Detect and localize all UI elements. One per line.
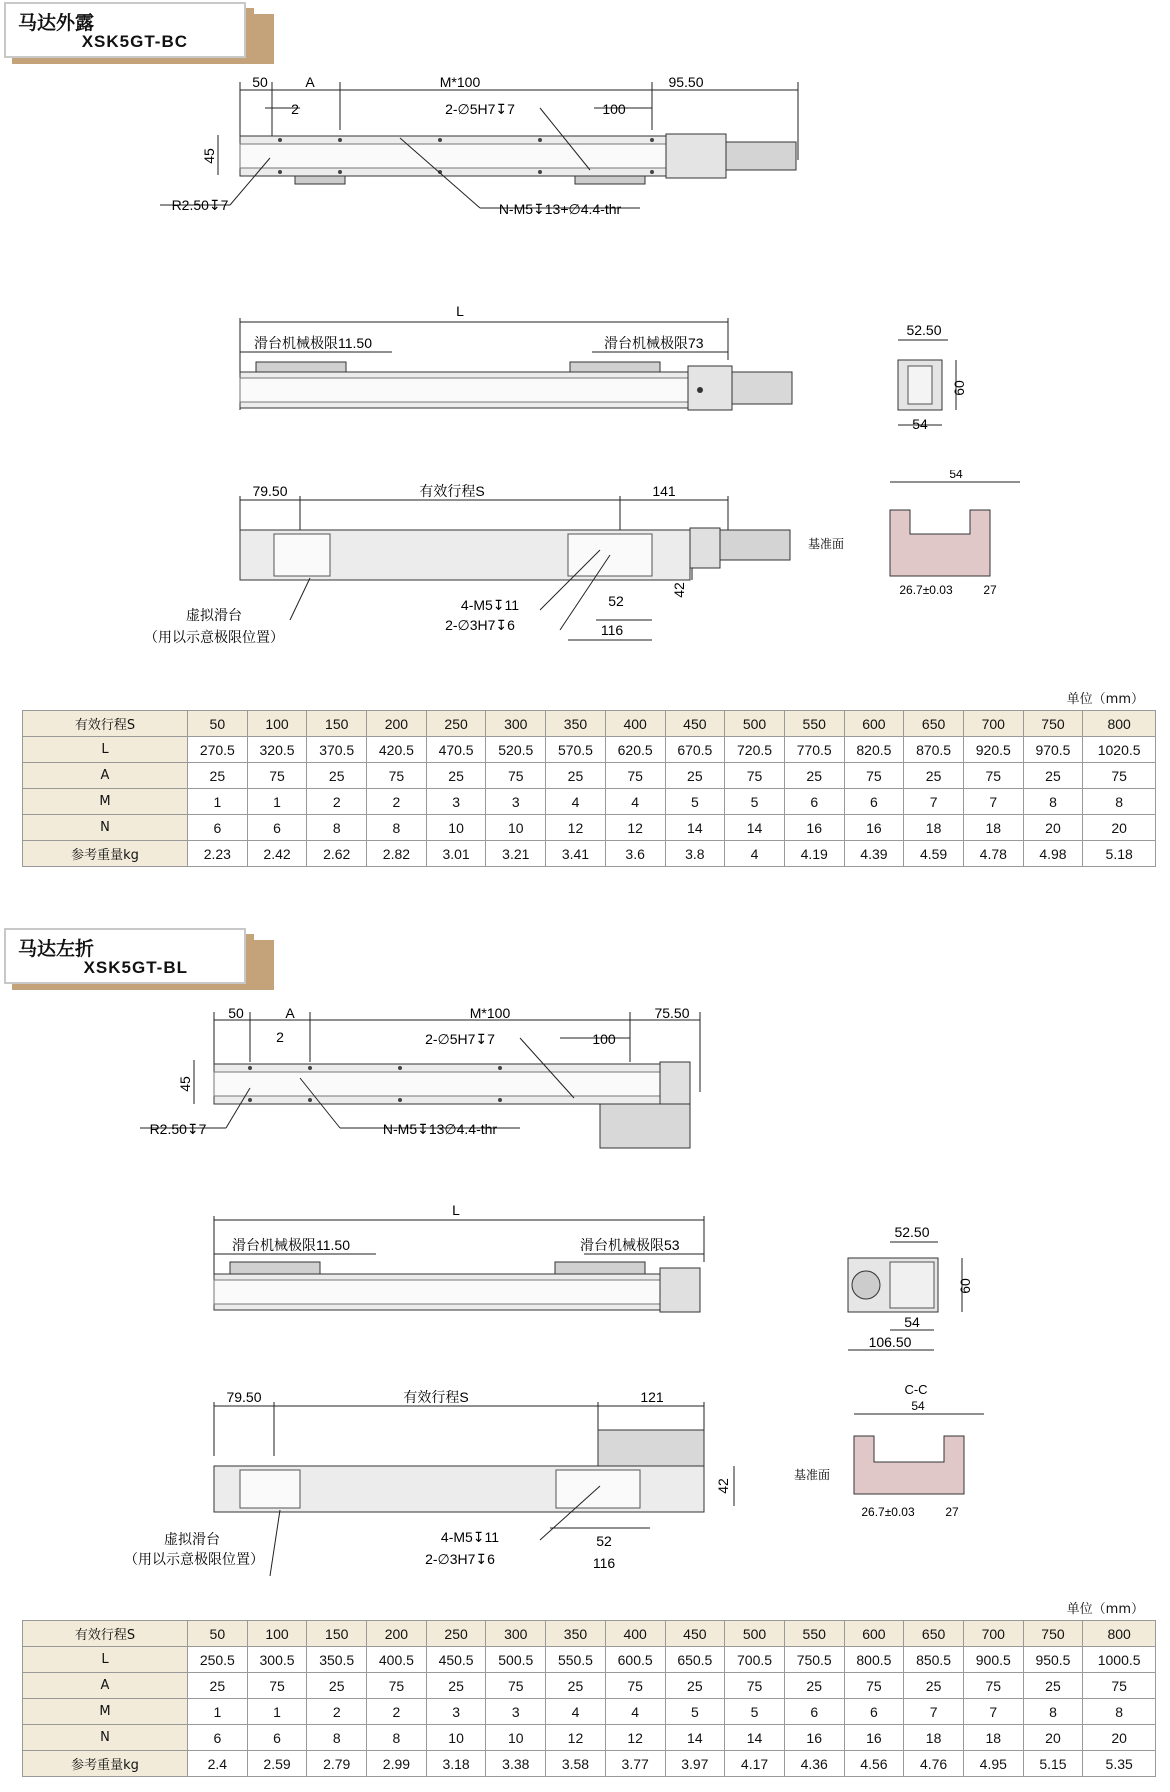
drawing-top-view	[0, 60, 1170, 230]
table-cell: 75	[844, 1673, 904, 1699]
table-cell: 8	[307, 1725, 367, 1751]
table-cell: 2	[367, 1699, 427, 1725]
dim-l: L	[456, 303, 464, 319]
table-cell: 20	[1083, 1725, 1156, 1751]
table-row	[23, 737, 1156, 763]
table-cell: 450	[665, 711, 725, 737]
table-cell: 10	[486, 1725, 546, 1751]
table-cell: 400	[605, 1621, 665, 1647]
dim-52: 52	[608, 593, 624, 609]
table-cell: 4.17	[725, 1751, 785, 1777]
table-cell: 75	[725, 1673, 785, 1699]
section-title-zh: 马达外露	[18, 12, 95, 34]
dim-116: 116	[592, 1555, 616, 1571]
virtual-slide: 虚拟滑台	[186, 607, 242, 623]
dim-42: 42	[671, 582, 687, 598]
table-cell: 550	[784, 711, 844, 737]
drawing-bottom-view	[0, 470, 1170, 670]
dim-52: 52	[596, 1533, 612, 1549]
table-cell: 14	[725, 815, 785, 841]
table-row	[23, 763, 1156, 789]
dim-5250: 52.50	[894, 1224, 930, 1240]
table-cell: 1	[188, 1699, 248, 1725]
section-title	[4, 928, 246, 984]
table-cell: 1	[188, 789, 248, 815]
dim-116: 116	[600, 622, 624, 638]
table-cell: 25	[665, 763, 725, 789]
table-cell: 350	[546, 711, 606, 737]
table-cell: 4.39	[844, 841, 904, 867]
table-cell: 3.8	[665, 841, 725, 867]
table-cell: 2.99	[367, 1751, 427, 1777]
table-cell: 650.5	[665, 1647, 725, 1673]
table-cell: 470.5	[426, 737, 486, 763]
table-cell: 25	[784, 1673, 844, 1699]
table-cell: 620.5	[605, 737, 665, 763]
dim-54: 54	[904, 1314, 920, 1330]
table-cell: 3.58	[546, 1751, 606, 1777]
unit-label: 单位（mm）	[1066, 1602, 1144, 1617]
dim-7950: 79.50	[252, 483, 288, 499]
dim-stroke: 有效行程S	[419, 483, 485, 499]
base-plane: 基准面	[807, 537, 845, 551]
table-cell: 5.18	[1083, 841, 1156, 867]
dim-nm5: N-M5↧13∅4.4-thr	[382, 1121, 498, 1137]
limit-left: 滑台机械极限11.50	[254, 335, 372, 351]
row-label: A	[23, 763, 188, 789]
table-cell: 4.59	[904, 841, 964, 867]
dim-54: 54	[912, 416, 928, 432]
table-cell: 500	[725, 1621, 785, 1647]
dim-5250: 52.50	[906, 322, 942, 338]
table-cell: 250.5	[188, 1647, 248, 1673]
table-cell: 2.62	[307, 841, 367, 867]
table-cell: 12	[546, 1725, 606, 1751]
table-cell: 3.41	[546, 841, 606, 867]
table-cell: 8	[1083, 1699, 1156, 1725]
dim-pin: 2-∅5H7↧7	[425, 1031, 495, 1047]
dim-pin3: 2-∅3H7↧6	[445, 617, 515, 633]
table-cell: 500.5	[486, 1647, 546, 1673]
table-cell: 75	[1083, 1673, 1156, 1699]
dim-60: 60	[957, 1278, 973, 1294]
dim-45: 45	[201, 148, 217, 164]
table-cell: 16	[784, 815, 844, 841]
table-cell: 1020.5	[1083, 737, 1156, 763]
table-cell: 2	[307, 1699, 367, 1725]
table-cell: 550	[784, 1621, 844, 1647]
table-cell: 75	[605, 763, 665, 789]
section-cc: C-C	[904, 1382, 928, 1397]
dim-a: A	[305, 74, 315, 90]
table-row	[23, 1699, 1156, 1725]
table-cell: 2.4	[188, 1751, 248, 1777]
table-cell: 8	[1023, 1699, 1083, 1725]
table-cell: 200	[367, 1621, 427, 1647]
table-cell: 4.76	[904, 1751, 964, 1777]
table-cell: 14	[665, 1725, 725, 1751]
table-cell: 650	[904, 711, 964, 737]
table-cell: 12	[546, 815, 606, 841]
limit-right: 滑台机械极限53	[580, 1237, 680, 1253]
table-cell: 2.82	[367, 841, 427, 867]
table-cell: 4.56	[844, 1751, 904, 1777]
table-cell: 6	[844, 789, 904, 815]
table-cell: 2.23	[188, 841, 248, 867]
table-cell: 10	[426, 1725, 486, 1751]
table-cell: 650	[904, 1621, 964, 1647]
table-cell: 400	[605, 711, 665, 737]
table-cell: 3.97	[665, 1751, 725, 1777]
table-cell: 4	[546, 1699, 606, 1725]
table-cell: 75	[486, 1673, 546, 1699]
table-cell: 12	[605, 815, 665, 841]
row-label: 有效行程S	[23, 711, 188, 737]
table-cell: 16	[784, 1725, 844, 1751]
virtual-slide: 虚拟滑台	[164, 1531, 220, 1547]
table-cell: 25	[665, 1673, 725, 1699]
table-cell: 350.5	[307, 1647, 367, 1673]
table-cell: 400.5	[367, 1647, 427, 1673]
row-label: A	[23, 1673, 188, 1699]
dim-end: 95.50	[668, 74, 704, 90]
table-cell: 1000.5	[1083, 1647, 1156, 1673]
table-cell: 3	[426, 789, 486, 815]
table-cell: 20	[1023, 1725, 1083, 1751]
dim-r250: R2.50↧7	[171, 197, 229, 213]
table-cell: 3	[486, 1699, 546, 1725]
dim-l: L	[452, 1202, 460, 1218]
virtual-slide-note: （用以示意极限位置）	[124, 1551, 264, 1567]
table-cell: 6	[784, 1699, 844, 1725]
table-cell: 8	[367, 815, 427, 841]
dim-27: 27	[945, 1505, 959, 1519]
dim-s54: 54	[949, 470, 963, 481]
table-cell: 870.5	[904, 737, 964, 763]
row-label: 参考重量kg	[23, 841, 188, 867]
dim-stroke: 有效行程S	[403, 1389, 469, 1405]
table-cell: 50	[188, 1621, 248, 1647]
table-cell: 8	[307, 815, 367, 841]
dim-42: 42	[715, 1478, 731, 1494]
table-cell: 6	[247, 1725, 307, 1751]
table-cell: 25	[1023, 1673, 1083, 1699]
table-cell: 18	[963, 1725, 1023, 1751]
table-row	[23, 1725, 1156, 1751]
table-cell: 100	[247, 711, 307, 737]
table-cell: 3	[486, 789, 546, 815]
table-cell: 3.77	[605, 1751, 665, 1777]
table-row	[23, 789, 1156, 815]
virtual-slide-note: （用以示意极限位置）	[144, 629, 284, 645]
table-cell: 2.59	[247, 1751, 307, 1777]
row-label: 参考重量kg	[23, 1751, 188, 1777]
table-cell: 200	[367, 711, 427, 737]
row-label: 有效行程S	[23, 1621, 188, 1647]
drawing-bottom-view	[0, 1376, 1170, 1576]
table-cell: 20	[1083, 815, 1156, 841]
table-cell: 150	[307, 711, 367, 737]
section-model: XSK5GT-BC	[81, 32, 188, 51]
dim-a: A	[285, 1005, 295, 1021]
table-cell: 25	[426, 1673, 486, 1699]
dim-end: 75.50	[654, 1005, 690, 1021]
table-cell: 550.5	[546, 1647, 606, 1673]
table-cell: 25	[904, 763, 964, 789]
table-cell: 25	[307, 763, 367, 789]
dim-100: 100	[592, 1031, 616, 1047]
table-row	[23, 1647, 1156, 1673]
table-cell: 420.5	[367, 737, 427, 763]
table-cell: 4	[605, 1699, 665, 1725]
table-cell: 750	[1023, 1621, 1083, 1647]
dim-r250: R2.50↧7	[149, 1121, 207, 1137]
table-cell: 300.5	[247, 1647, 307, 1673]
table-cell: 2	[367, 789, 427, 815]
table-cell: 25	[904, 1673, 964, 1699]
table-cell: 4	[605, 789, 665, 815]
dim-50: 50	[228, 1005, 244, 1021]
table-cell: 6	[188, 815, 248, 841]
table-row	[23, 1751, 1156, 1777]
table-cell: 800.5	[844, 1647, 904, 1673]
table-cell: 3	[426, 1699, 486, 1725]
table-cell: 100	[247, 1621, 307, 1647]
table-cell: 10	[486, 815, 546, 841]
table-cell: 18	[904, 1725, 964, 1751]
table-cell: 450	[665, 1621, 725, 1647]
table-cell: 350	[546, 1621, 606, 1647]
table-cell: 7	[904, 789, 964, 815]
table-cell: 20	[1023, 815, 1083, 841]
table-cell: 75	[367, 1673, 427, 1699]
table-cell: 4.95	[963, 1751, 1023, 1777]
table-row	[23, 841, 1156, 867]
table-cell: 670.5	[665, 737, 725, 763]
section-motor-left-fold	[0, 926, 1170, 1792]
dim-end-141: 141	[652, 483, 676, 499]
row-label: M	[23, 789, 188, 815]
table-cell: 25	[546, 763, 606, 789]
table-cell: 75	[247, 1673, 307, 1699]
table-cell: 5.35	[1083, 1751, 1156, 1777]
table-cell: 16	[844, 1725, 904, 1751]
table-cell: 270.5	[188, 737, 248, 763]
table-cell: 18	[904, 815, 964, 841]
table-cell: 16	[844, 815, 904, 841]
table-cell: 50	[188, 711, 248, 737]
table-cell: 25	[188, 1673, 248, 1699]
table-cell: 300	[486, 1621, 546, 1647]
table-cell: 5.15	[1023, 1751, 1083, 1777]
table-header-row	[23, 1621, 1156, 1647]
unit-label: 单位（mm）	[1066, 692, 1144, 707]
dim-tol: 26.7±0.03	[899, 583, 953, 597]
section-motor-exposed	[0, 0, 1170, 880]
dim-m100: M*100	[469, 1005, 511, 1021]
table-cell: 75	[367, 763, 427, 789]
table-cell: 800	[1083, 1621, 1156, 1647]
table-cell: 3.38	[486, 1751, 546, 1777]
table-cell: 75	[963, 1673, 1023, 1699]
table-cell: 920.5	[963, 737, 1023, 763]
limit-left: 滑台机械极限11.50	[232, 1237, 350, 1253]
table-cell: 75	[844, 763, 904, 789]
row-label: L	[23, 1647, 188, 1673]
table-cell: 150	[307, 1621, 367, 1647]
table-cell: 370.5	[307, 737, 367, 763]
table-cell: 700	[963, 711, 1023, 737]
table-cell: 7	[963, 789, 1023, 815]
table-cell: 75	[1083, 763, 1156, 789]
row-label: N	[23, 1725, 188, 1751]
table-cell: 4.19	[784, 841, 844, 867]
table-cell: 3.21	[486, 841, 546, 867]
table-cell: 5	[665, 1699, 725, 1725]
row-label: M	[23, 1699, 188, 1725]
table-cell: 1	[247, 789, 307, 815]
table-cell: 7	[963, 1699, 1023, 1725]
dim-pin3: 2-∅3H7↧6	[425, 1551, 495, 1567]
table-row	[23, 815, 1156, 841]
table-cell: 10	[426, 815, 486, 841]
table-cell: 250	[426, 1621, 486, 1647]
table-cell: 75	[247, 763, 307, 789]
table-cell: 570.5	[546, 737, 606, 763]
table-cell: 900.5	[963, 1647, 1023, 1673]
table-cell: 25	[426, 763, 486, 789]
dim-45: 45	[177, 1076, 193, 1092]
table-cell: 75	[605, 1673, 665, 1699]
table-cell: 5	[725, 1699, 785, 1725]
table-row	[23, 1673, 1156, 1699]
table-cell: 7	[904, 1699, 964, 1725]
base-plane: 基准面	[793, 1468, 831, 1482]
table-cell: 75	[725, 763, 785, 789]
dim-m100: M*100	[439, 74, 481, 90]
dim-2: 2	[276, 1029, 284, 1045]
table-cell: 500	[725, 711, 785, 737]
table-cell: 3.18	[426, 1751, 486, 1777]
table-cell: 25	[546, 1673, 606, 1699]
table-cell: 6	[188, 1725, 248, 1751]
dim-7950: 79.50	[226, 1389, 262, 1405]
table-cell: 970.5	[1023, 737, 1083, 763]
dim-pin: 2-∅5H7↧7	[445, 101, 515, 117]
table-cell: 12	[605, 1725, 665, 1751]
table-cell: 4	[546, 789, 606, 815]
table-cell: 600	[844, 1621, 904, 1647]
row-label: N	[23, 815, 188, 841]
table-cell: 75	[486, 763, 546, 789]
table-cell: 2.79	[307, 1751, 367, 1777]
row-label: L	[23, 737, 188, 763]
table-cell: 4.78	[963, 841, 1023, 867]
table-cell: 800	[1083, 711, 1156, 737]
dim-tol: 26.7±0.03	[861, 1505, 915, 1519]
table-cell: 750	[1023, 711, 1083, 737]
table-cell: 25	[307, 1673, 367, 1699]
table-cell: 2	[307, 789, 367, 815]
dim-27: 27	[983, 583, 997, 597]
table-cell: 5	[725, 789, 785, 815]
table-cell: 6	[247, 815, 307, 841]
table-cell: 2.42	[247, 841, 307, 867]
table-cell: 520.5	[486, 737, 546, 763]
table-cell: 820.5	[844, 737, 904, 763]
table-cell: 850.5	[904, 1647, 964, 1673]
dim-2: 2	[291, 101, 299, 117]
table-cell: 600.5	[605, 1647, 665, 1673]
table-cell: 8	[1023, 789, 1083, 815]
table-cell: 25	[188, 763, 248, 789]
table-cell: 75	[963, 763, 1023, 789]
table-cell: 8	[1083, 789, 1156, 815]
table-cell: 450.5	[426, 1647, 486, 1673]
dim-100: 100	[602, 101, 626, 117]
dim-end-121: 121	[640, 1389, 664, 1405]
table-cell: 750.5	[784, 1647, 844, 1673]
table-header-row	[23, 711, 1156, 737]
dim-s54: 54	[911, 1399, 925, 1413]
table-cell: 700	[963, 1621, 1023, 1647]
spec-table	[22, 1620, 1156, 1777]
table-cell: 4.98	[1023, 841, 1083, 867]
table-cell: 6	[784, 789, 844, 815]
table-cell: 18	[963, 815, 1023, 841]
table-cell: 1	[247, 1699, 307, 1725]
drawing-side-view	[0, 1202, 1170, 1362]
table-cell: 4.36	[784, 1751, 844, 1777]
table-cell: 8	[367, 1725, 427, 1751]
table-cell: 770.5	[784, 737, 844, 763]
drawing-top-view	[0, 992, 1170, 1152]
table-cell: 14	[665, 815, 725, 841]
table-cell: 25	[1023, 763, 1083, 789]
section-model: XSK5GT-BL	[83, 958, 188, 977]
dim-10650: 106.50	[868, 1334, 912, 1350]
dim-50: 50	[252, 74, 268, 90]
table-cell: 600	[844, 711, 904, 737]
table-cell: 6	[844, 1699, 904, 1725]
table-cell: 700.5	[725, 1647, 785, 1673]
section-title	[4, 2, 246, 58]
table-cell: 3.01	[426, 841, 486, 867]
dim-nm5: N-M5↧13+∅4.4-thr	[498, 201, 622, 217]
table-cell: 14	[725, 1725, 785, 1751]
limit-right: 滑台机械极限73	[604, 335, 704, 351]
spec-table	[22, 710, 1156, 867]
dim-m5: 4-M5↧11	[460, 597, 520, 613]
table-cell: 5	[665, 789, 725, 815]
dim-m5: 4-M5↧11	[440, 1529, 500, 1545]
table-cell: 4	[725, 841, 785, 867]
table-cell: 25	[784, 763, 844, 789]
section-title-zh: 马达左折	[18, 938, 95, 960]
dim-60: 60	[951, 380, 967, 396]
table-cell: 3.6	[605, 841, 665, 867]
table-cell: 720.5	[725, 737, 785, 763]
table-cell: 320.5	[247, 737, 307, 763]
table-cell: 950.5	[1023, 1647, 1083, 1673]
table-cell: 300	[486, 711, 546, 737]
drawing-side-view	[0, 300, 1170, 450]
table-cell: 250	[426, 711, 486, 737]
